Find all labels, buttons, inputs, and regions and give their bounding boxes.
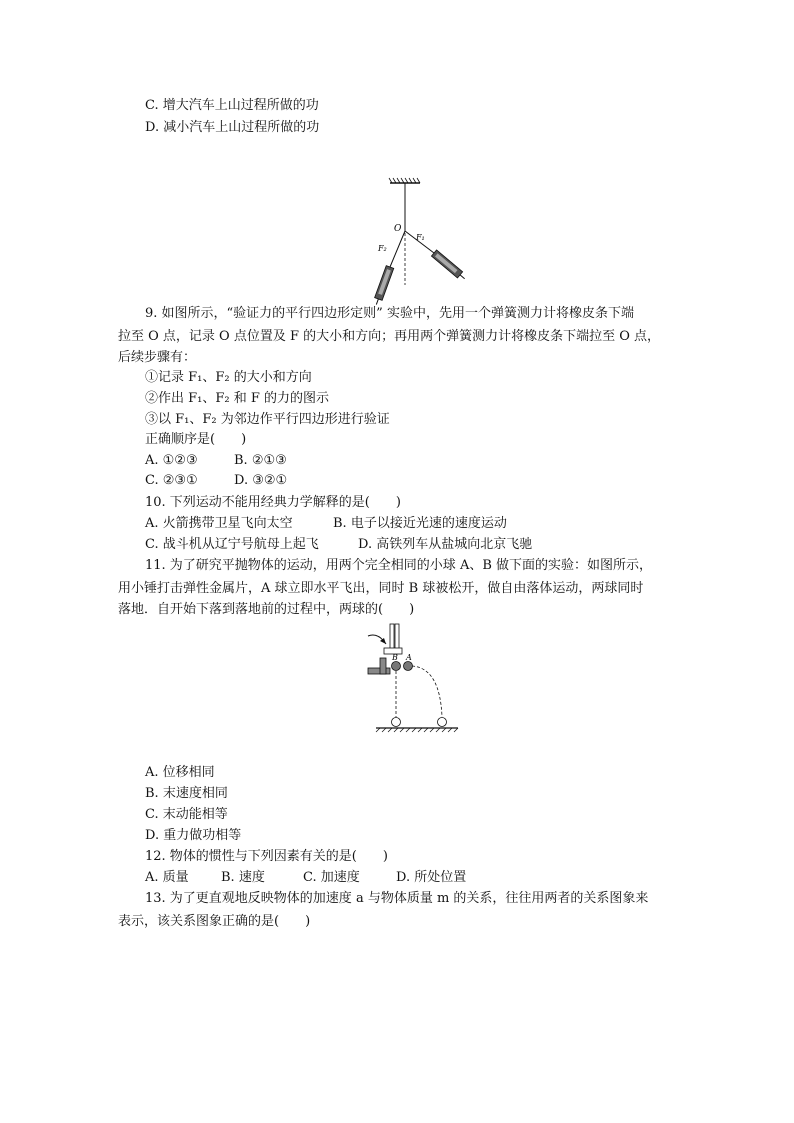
q10-stem: 10. 下列运动不能用经典力学解释的是( ) [145, 495, 401, 510]
ball-b-label: B [392, 653, 398, 662]
q9-step-1: ①记录 F₁、F₂ 的大小和方向 [145, 370, 312, 385]
q11-stem-line1: 11. 为了研究平抛物体的运动，用两个完全相同的小球 A、B 做下面的实验：如图所示， [145, 558, 653, 573]
q10-option-c: C. 战斗机从辽宁号航母上起飞 [145, 537, 319, 552]
force-f2-label: F₂ [378, 244, 387, 253]
q9-prompt: 正确顺序是( ) [145, 432, 247, 447]
q9-option-a: A. ①②③ [145, 453, 198, 468]
q12-option-a: A. 质量 [145, 870, 189, 885]
q11-option-c: C. 末动能相等 [145, 807, 228, 822]
q11-option-d: D. 重力做功相等 [145, 828, 242, 843]
q8-option-d: D. 减小汽车上山过程所做的功 [145, 120, 320, 135]
q11-option-b: B. 末速度相同 [145, 786, 228, 801]
q13-stem-line1: 13. 为了更直观地反映物体的加速度 a 与物体质量 m 的关系，往往用两者的关系图象来 [145, 891, 649, 906]
spring-balance-figure [360, 175, 470, 310]
q10-option-d: D. 高铁列车从盐城向北京飞驰 [358, 537, 533, 552]
projectile-apparatus-figure [364, 622, 464, 734]
q10-option-b: B. 电子以接近光速的速度运动 [333, 516, 507, 531]
q12-option-b: B. 速度 [221, 870, 265, 885]
q13-stem-line2: 表示，该关系图象正确的是( ) [118, 914, 311, 929]
q12-option-d: D. 所处位置 [396, 870, 467, 885]
q9-option-c: C. ②③① [145, 473, 198, 488]
q9-step-3: ③以 F₁、F₂ 为邻边作平行四边形进行验证 [145, 412, 390, 427]
q9-option-d: D. ③②① [234, 473, 288, 488]
q9-stem-line1: 9. 如图所示，“验证力的平行四边形定则” 实验中，先用一个弹簧测力计将橡皮条下端 [145, 306, 634, 321]
force-f1-label: F₁ [416, 233, 425, 242]
q12-option-c: C. 加速度 [303, 870, 360, 885]
q8-option-c: C. 增大汽车上山过程所做的功 [145, 98, 319, 113]
q12-stem: 12. 物体的惯性与下列因素有关的是( ) [145, 849, 388, 864]
q9-option-b: B. ②①③ [234, 453, 287, 468]
q9-step-2: ②作出 F₁、F₂ 和 F 的力的图示 [145, 391, 330, 406]
q11-option-a: A. 位移相同 [145, 765, 215, 780]
q9-stem-line2: 拉至 O 点，记录 O 点位置及 F 的大小和方向；再用两个弹簧测力计将橡皮条下端拉至 O 点， [118, 329, 661, 344]
q10-option-a: A. 火箭携带卫星飞向太空 [145, 516, 293, 531]
q11-stem-line2: 用小锤打击弹性金属片，A 球立即水平飞出，同时 B 球被松开，做自由落体运动，两球同时 [118, 581, 644, 596]
ball-a-label: A [406, 653, 412, 662]
point-o-label: O [394, 224, 402, 234]
q9-stem-line3: 后续步骤有： [118, 350, 197, 365]
q11-stem-line3: 落地．自开始下落到落地前的过程中，两球的( ) [118, 602, 415, 617]
